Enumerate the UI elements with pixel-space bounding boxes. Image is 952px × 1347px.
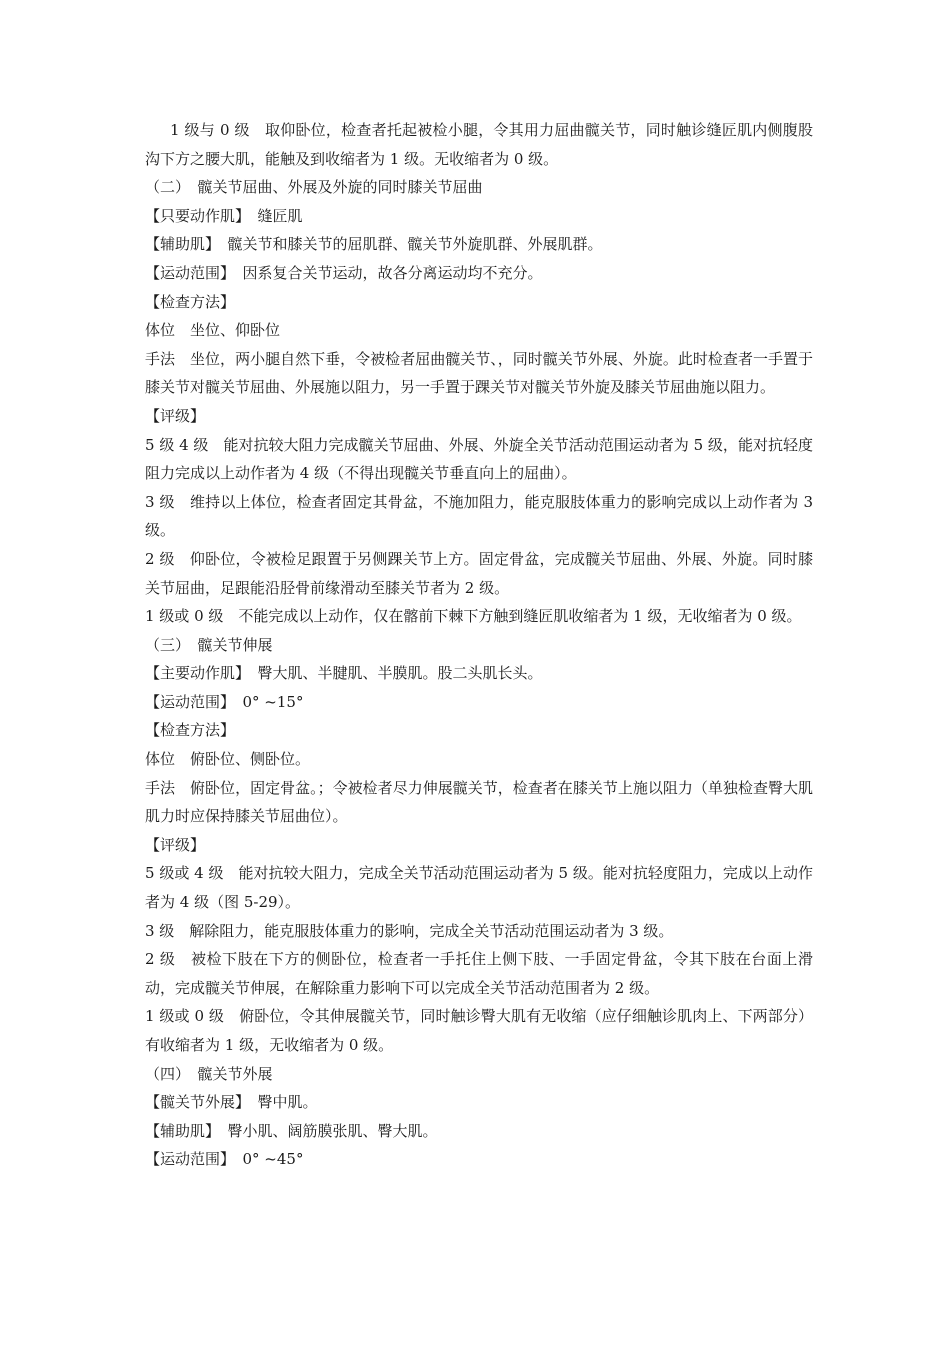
paragraph: 1 级或 0 级 不能完成以上动作，仅在髂前下棘下方触到缝匠肌收缩者为 1 级，无收缩者为 0 级。 (145, 607, 802, 626)
paragraph: 【只要动作肌】 缝匠肌 (145, 206, 303, 225)
paragraph: 【检查方法】 (145, 721, 236, 740)
paragraph: 手法 俯卧位，固定骨盆。；令被检者尽力伸展髋关节，检查者在膝关节上施以阻力（单独检查臀大肌肌力时应保持膝关节屈曲位）。 (145, 778, 813, 826)
paragraph: 【辅助肌】 髋关节和膝关节的屈肌群、髋关节外旋肌群、外展肌群。 (145, 235, 603, 254)
section-heading: （三） 髋关节伸展 (145, 635, 273, 654)
paragraph: 【辅助肌】 臀小肌、阔筋膜张肌、臀大肌。 (145, 1121, 438, 1140)
paragraph: 5 级或 4 级 能对抗较大阻力，完成全关节活动范围运动者为 5 级。能对抗轻度阻力，完成以上动作者为 4 级（图 5-29）。 (145, 864, 813, 912)
paragraph: 【检查方法】 (145, 292, 236, 311)
paragraph: 【主要动作肌】 臀大肌、半腱肌、半膜肌。股二头肌长头。 (145, 664, 543, 683)
paragraph: 1 级或 0 级 俯卧位，令其伸展髋关节，同时触诊臀大肌有无收缩（应仔细触诊肌肉上、下两部分）有收缩者为 1 级，无收缩者为 0 级。 (145, 1007, 813, 1054)
paragraph: 【运动范围】 因系复合关节运动，故各分离运动均不充分。 (145, 263, 543, 282)
paragraph: 体位 俯卧位、侧卧位。 (145, 750, 311, 769)
section-heading: （二） 髋关节屈曲、外展及外旋的同时膝关节屈曲 (145, 178, 483, 197)
paragraph: 1 级与 0 级 取仰卧位，检查者托起被检小腿，令其用力屈曲髋关节，同时触诊缝匠肌内侧腹股沟下方之腰大肌，能触及到收缩者为 1 级。无收缩者为 0 级。 (145, 121, 813, 168)
paragraph: 手法 坐位，两小腿自然下垂，令被检者屈曲髋关节、，同时髋关节外展、外旋。此时检查者一手置于膝关节对髋关节屈曲、外展施以阻力，另一手置于踝关节对髋关节外旋及膝关节屈曲施以阻力。 (145, 349, 813, 397)
paragraph: 【评级】 (145, 406, 206, 425)
paragraph: 【运动范围】 0° ~15° (145, 692, 304, 711)
paragraph: 体位 坐位、仰卧位 (145, 321, 281, 340)
paragraph: 2 级 被检下肢在下方的侧卧位，检查者一手托住上侧下肢、一手固定骨盆，令其下肢在台面上滑动，完成髋关节伸展，在解除重力影响下可以完成全关节活动范围者为 2 级。 (145, 950, 813, 997)
paragraph: 2 级 仰卧位，令被检足跟置于另侧踝关节上方。固定骨盆，完成髋关节屈曲、外展、外旋。同时膝关节屈曲，足跟能沿胫骨前缘滑动至膝关节者为 2 级。 (145, 549, 813, 597)
document-body (145, 116, 813, 1174)
paragraph: 3 级 维持以上体位，检查者固定其骨盆，不施加阻力，能克服肢体重力的影响完成以上动作者为 3 级。 (145, 492, 813, 540)
paragraph: 5 级 4 级 能对抗较大阻力完成髋关节屈曲、外展、外旋全关节活动范围运动者为 5 级，能对抗轻度阻力完成以上动作者为 4 级（不得出现髋关节垂直向上的屈曲）。 (145, 435, 813, 483)
section-heading: （四） 髋关节外展 (145, 1064, 273, 1083)
paragraph: 3 级 解除阻力，能克服肢体重力的影响，完成全关节活动范围运动者为 3 级。 (145, 921, 674, 940)
paragraph: 【髋关节外展】 臀中肌。 (145, 1093, 318, 1112)
paragraph: 【评级】 (145, 835, 206, 854)
paragraph: 【运动范围】 0° ~45° (145, 1150, 304, 1169)
